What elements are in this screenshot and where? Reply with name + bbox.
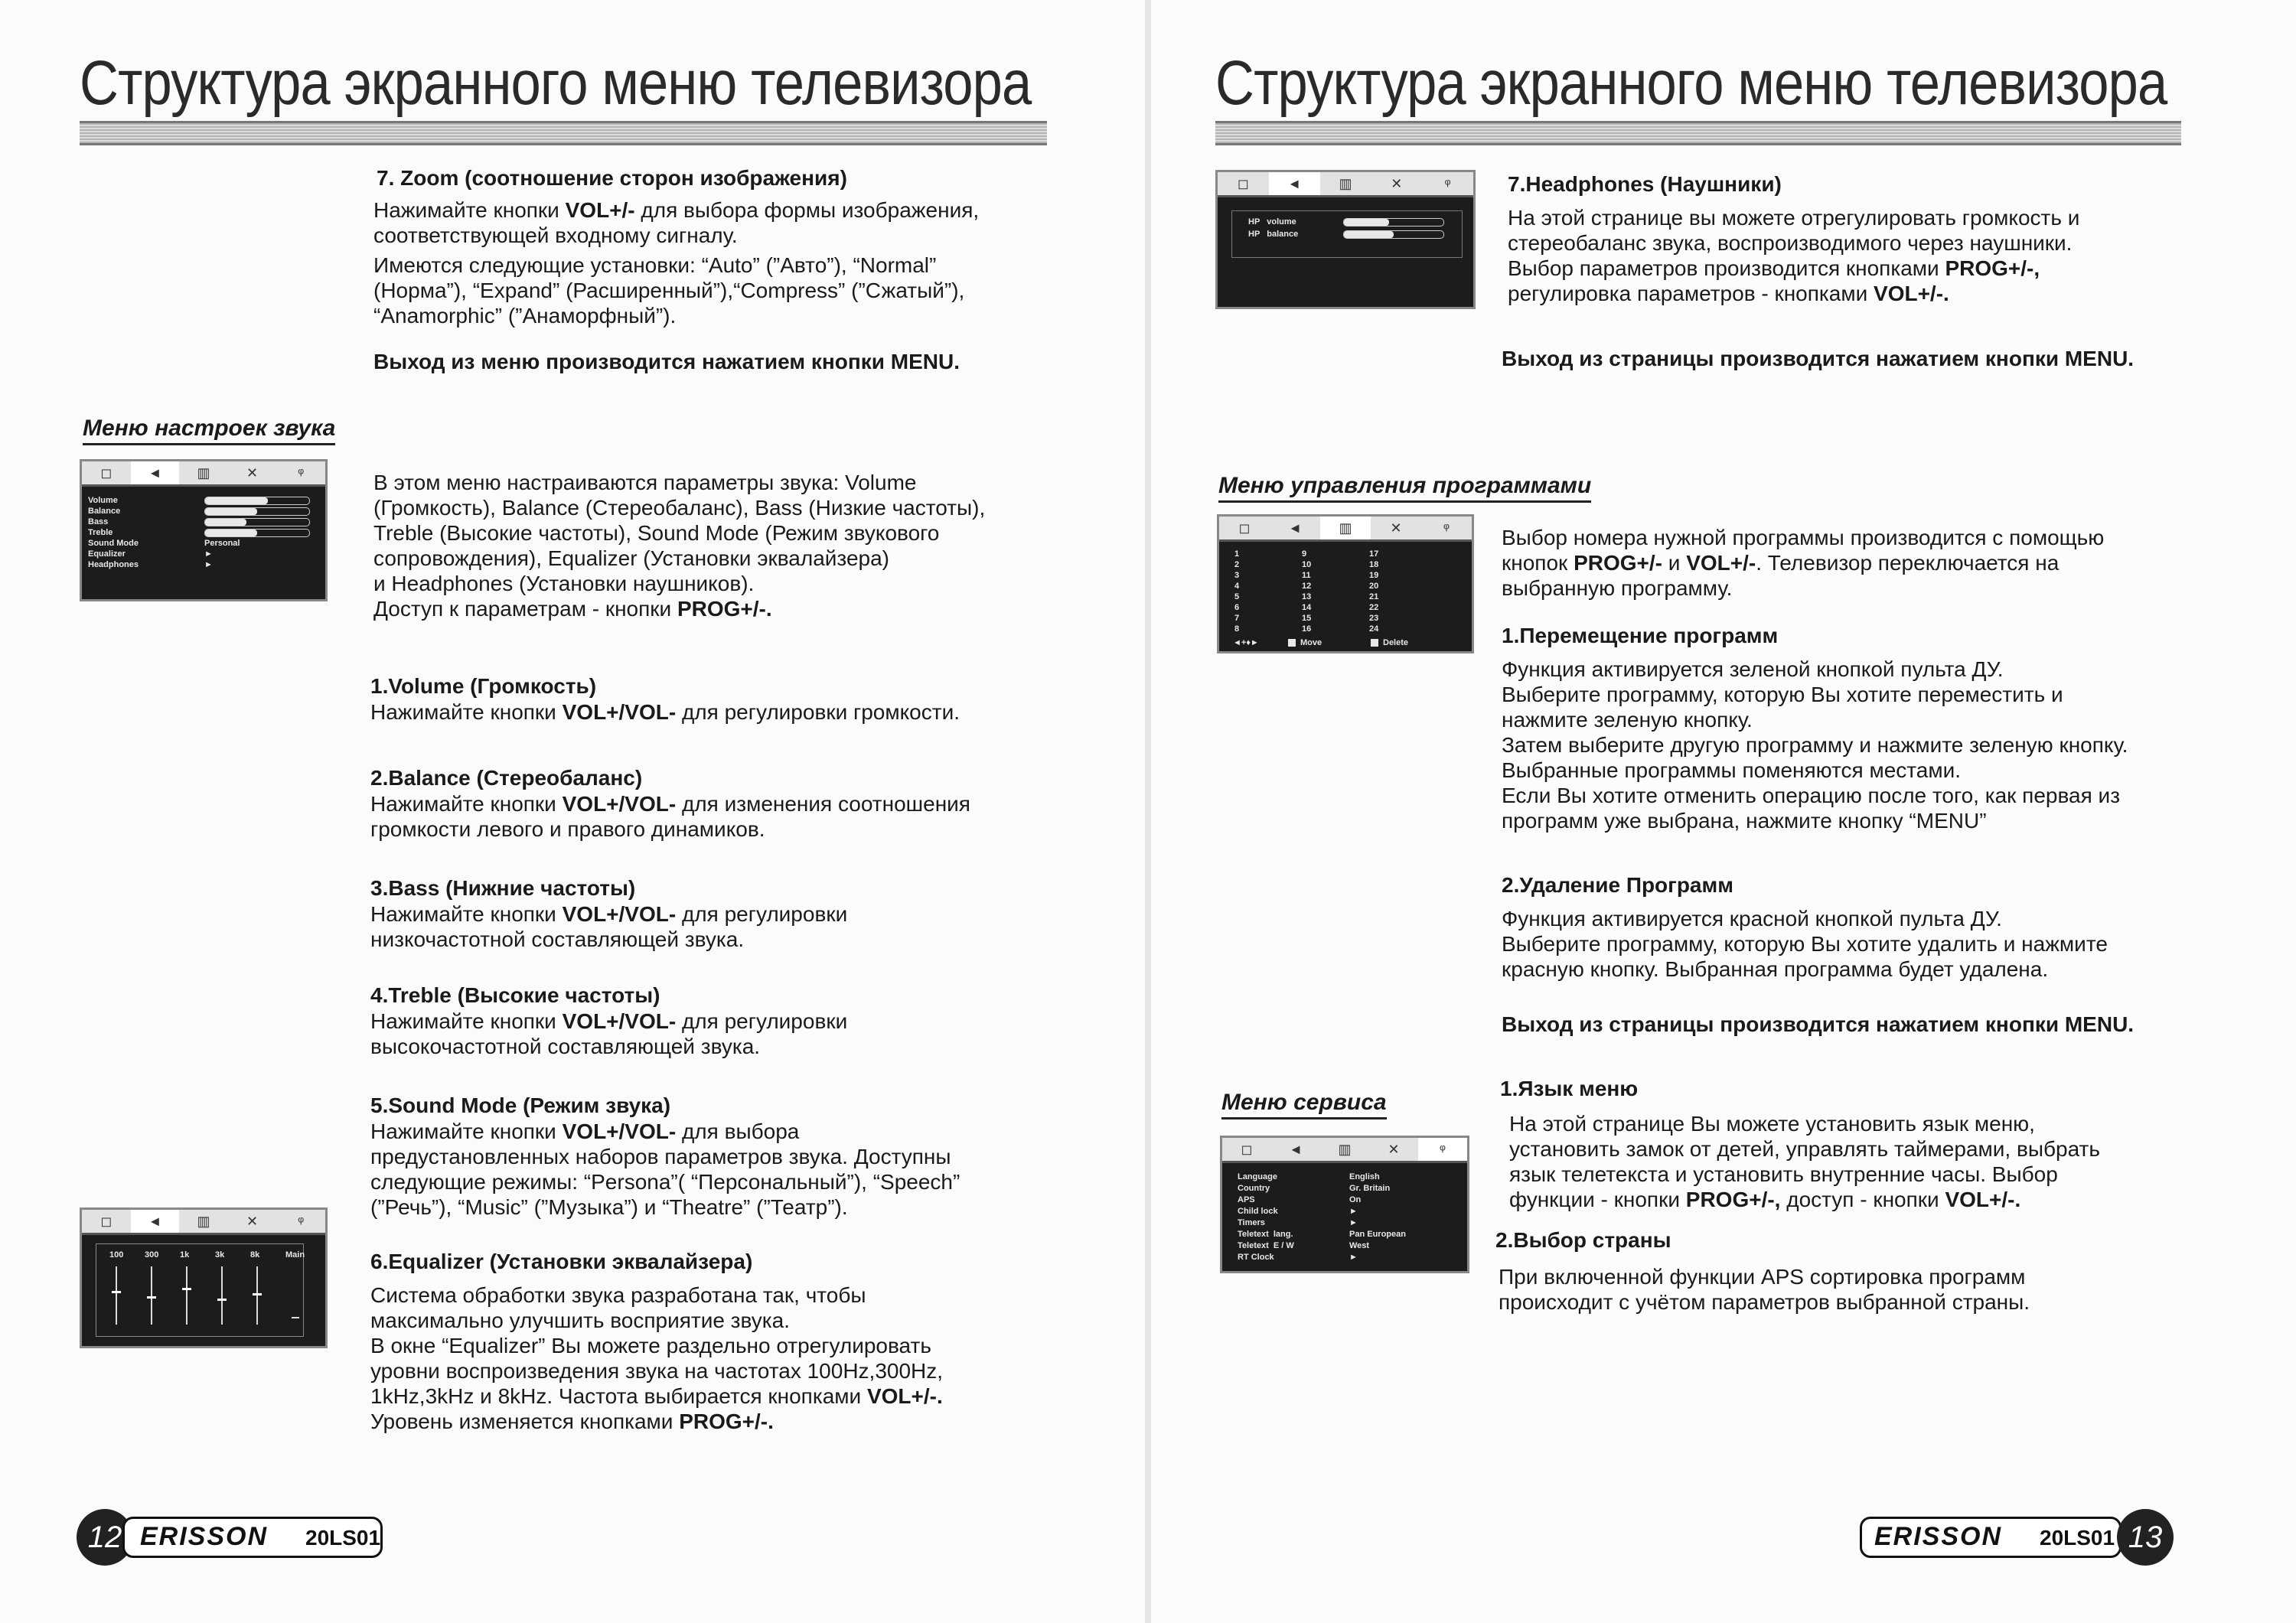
eq-band-slider xyxy=(256,1266,258,1325)
program-number: 7 xyxy=(1234,614,1240,623)
program-number: 9 xyxy=(1302,549,1307,559)
language-text: язык телетекста и установить внутренние часы. Выбор xyxy=(1509,1162,2058,1186)
headphones-text: На этой странице вы можете отрегулировать громкость и xyxy=(1508,206,2080,230)
headphones-screenshot xyxy=(1215,170,1476,309)
page-number-right: 13 xyxy=(2117,1509,2174,1566)
delete-programs-heading: 2.Удаление Программ xyxy=(1502,873,1733,897)
exit-page-text-2: Выход из страницы производится нажатием кнопки MENU. xyxy=(1502,1012,2135,1036)
osd-label-balance: Balance xyxy=(88,507,121,516)
equalizer-text: 1kHz,3kHz и 8kHz. Частота выбирается кнопками VOL+/-. xyxy=(370,1384,943,1408)
program-number: 1 xyxy=(1234,549,1240,559)
eq-band-label: 100 xyxy=(109,1250,124,1260)
move-programs-heading: 1.Перемещение программ xyxy=(1502,624,1779,647)
country-text: При включенной функции APS сортировка программ xyxy=(1499,1265,2026,1289)
balance-bar xyxy=(204,507,310,516)
equalizer-heading: 6.Equalizer (Установки эквалайзера) xyxy=(370,1250,753,1273)
sound-tab-icon: ◄ xyxy=(131,1210,180,1233)
program-number: 18 xyxy=(1369,560,1379,569)
section-title-sound: Меню настроек звука xyxy=(83,416,335,445)
model-number: 20LS01 xyxy=(305,1526,381,1550)
eq-band-knob xyxy=(182,1288,191,1290)
program-number: 8 xyxy=(1234,624,1240,634)
function-tab-icon: ✕ xyxy=(1390,520,1402,536)
service-value: ► xyxy=(1349,1253,1358,1262)
language-text: функции - кнопки PROG+/-, доступ - кнопки VOL+/-. xyxy=(1509,1188,2021,1211)
service-tab-icon: ᵠ xyxy=(1443,520,1450,536)
picture-tab-icon: ◻ xyxy=(100,465,113,481)
page-title-left: Структура экранного меню телевизора xyxy=(80,48,1032,118)
eq-band-label: 1k xyxy=(180,1250,190,1260)
function-tab-icon: ✕ xyxy=(1391,176,1403,191)
osd-tabs xyxy=(82,1210,325,1235)
balance-heading: 2.Balance (Стереобаланс) xyxy=(370,766,643,790)
program-number: 6 xyxy=(1234,603,1240,612)
section-title-service: Меню сервиса xyxy=(1221,1090,1387,1119)
program-number: 4 xyxy=(1234,582,1240,591)
sound-intro-line: и Headphones (Установки наушников). xyxy=(373,572,755,595)
nav-arrows-icon: ◄+♦► xyxy=(1233,638,1259,647)
service-tab-icon: ᵠ xyxy=(298,465,305,481)
zoom-line: (Норма”), “Expand” (Расширенный”),“Compress” (”Сжатый”), xyxy=(373,279,965,302)
program-number: 10 xyxy=(1302,560,1312,569)
headphones-text: Выбор параметров производится кнопками PROG+/-, xyxy=(1508,256,2040,280)
picture-tab-icon: ◻ xyxy=(100,1214,113,1229)
eq-band-label: Main xyxy=(285,1250,305,1260)
channel-tab-icon: ▥ xyxy=(1338,1142,1352,1157)
exit-page-text: Выход из страницы производится нажатием кнопки MENU. xyxy=(1502,347,2135,370)
equalizer-text: Уровень изменяется кнопками PROG+/-. xyxy=(370,1410,774,1433)
zoom-line: “Anamorphic” (”Анаморфный”). xyxy=(373,304,677,328)
sound-menu-screenshot xyxy=(80,459,328,601)
language-text: На этой странице Вы можете установить язык меню, xyxy=(1509,1112,2035,1136)
service-label: Timers xyxy=(1238,1218,1265,1227)
equalizer-text: В окне “Equalizer” Вы можете раздельно отрегулировать xyxy=(370,1334,931,1357)
channel-tab-icon: ▥ xyxy=(197,1214,210,1229)
program-number: 21 xyxy=(1369,592,1379,601)
eq-main-marker xyxy=(292,1317,299,1318)
hp-balance-label: HP balance xyxy=(1248,230,1299,239)
language-text: установить замок от детей, управлять таймерами, выбрать xyxy=(1509,1137,2100,1161)
bass-text: низкочастотной составляющей звука. xyxy=(370,927,745,951)
osd-tabs xyxy=(1218,172,1473,197)
treble-bar xyxy=(204,529,310,537)
headphones-arrow-icon: ► xyxy=(204,560,213,569)
move-programs-text: нажмите зеленую кнопку. xyxy=(1502,708,1753,732)
channel-tab-icon: ▥ xyxy=(1339,176,1352,191)
service-value: Pan European xyxy=(1349,1230,1406,1239)
program-number: 3 xyxy=(1234,571,1240,580)
service-tab-icon: ᵠ xyxy=(298,1214,305,1229)
sound-mode-text: предустановленных наборов параметров звука. Доступны xyxy=(370,1145,951,1168)
green-key-icon xyxy=(1288,639,1296,647)
sound-tab-icon: ◄ xyxy=(1269,172,1320,195)
program-intro-line: кнопок PROG+/- и VOL+/-. Телевизор переключается на xyxy=(1502,551,2060,575)
red-key-icon xyxy=(1371,639,1378,647)
volume-text: Нажимайте кнопки VOL+/VOL- для регулировки громкости. xyxy=(370,700,960,724)
program-menu-screenshot xyxy=(1217,514,1474,653)
bass-heading: 3.Bass (Нижние частоты) xyxy=(370,876,636,900)
program-number: 17 xyxy=(1369,549,1379,559)
delete-label: Delete xyxy=(1383,638,1409,647)
program-number: 20 xyxy=(1369,582,1379,591)
brand-logo: ERISSON xyxy=(1874,1522,2003,1551)
equalizer-text: Система обработки звука разработана так, чтобы xyxy=(370,1283,866,1307)
move-programs-text: Выбранные программы поменяются местами. xyxy=(1502,758,1962,782)
picture-tab-icon: ◻ xyxy=(1241,1142,1253,1157)
footer-brand-right xyxy=(1860,1517,2122,1558)
program-intro-line: Выбор номера нужной программы производится с помощью xyxy=(1502,526,2105,549)
sound-mode-text: Нажимайте кнопки VOL+/VOL- для выбора xyxy=(370,1119,800,1143)
volume-bar xyxy=(204,497,310,505)
country-text: происходит с учётом параметров выбранной страны. xyxy=(1499,1290,2030,1314)
sound-intro-line: Доступ к параметрам - кнопки PROG+/-. xyxy=(373,597,772,621)
eq-band-knob xyxy=(217,1299,227,1301)
program-number: 16 xyxy=(1302,624,1312,634)
program-number: 2 xyxy=(1234,560,1240,569)
headphones-heading: 7.Headphones (Наушники) xyxy=(1508,172,1782,196)
model-number: 20LS01 xyxy=(2040,1526,2115,1550)
country-heading: 2.Выбор страны xyxy=(1495,1228,1671,1252)
eq-band-slider xyxy=(221,1266,223,1325)
zoom-line: Имеются следующие установки: “Auto” (”Авто”), “Normal” xyxy=(373,253,937,277)
osd-label-treble: Treble xyxy=(88,528,113,537)
eq-band-label: 300 xyxy=(145,1250,159,1260)
eq-band-knob xyxy=(147,1296,156,1299)
treble-text: высокочастотной составляющей звука. xyxy=(370,1035,761,1058)
osd-label-sound-mode: Sound Mode xyxy=(88,539,139,548)
program-number: 15 xyxy=(1302,614,1312,623)
osd-label-headphones: Headphones xyxy=(88,560,139,569)
bass-text: Нажимайте кнопки VOL+/VOL- для регулировки xyxy=(370,902,848,926)
hp-volume-label: HP volume xyxy=(1248,217,1296,227)
service-value: ► xyxy=(1349,1218,1358,1227)
osd-tabs xyxy=(1222,1138,1467,1163)
function-tab-icon: ✕ xyxy=(246,465,259,481)
headphones-text: регулировка параметров - кнопками VOL+/-. xyxy=(1508,282,1949,305)
program-number: 13 xyxy=(1302,592,1312,601)
balance-text: Нажимайте кнопки VOL+/VOL- для изменения соотношения xyxy=(370,792,970,816)
service-label: APS xyxy=(1238,1195,1255,1204)
service-label: Language xyxy=(1238,1172,1277,1181)
program-number: 14 xyxy=(1302,603,1312,612)
program-number: 19 xyxy=(1369,571,1379,580)
move-programs-text: Если Вы хотите отменить операцию после того, как первая из xyxy=(1502,784,2121,807)
move-programs-text: Затем выберите другую программу и нажмите зеленую кнопку. xyxy=(1502,733,2128,757)
page-title-right: Структура экранного меню телевизора xyxy=(1215,48,2167,118)
page-number-left: 12 xyxy=(77,1509,133,1566)
sound-tab-icon: ◄ xyxy=(1289,1142,1303,1157)
function-tab-icon: ✕ xyxy=(1388,1142,1400,1157)
program-number: 24 xyxy=(1369,624,1379,634)
service-label: Country xyxy=(1238,1184,1270,1193)
service-value: On xyxy=(1349,1195,1362,1204)
delete-programs-text: Выберите программу, которую Вы хотите удалить и нажмите xyxy=(1502,932,2108,956)
bass-bar xyxy=(204,518,310,526)
service-value: Gr. Britain xyxy=(1349,1184,1391,1193)
hp-volume-bar xyxy=(1343,218,1444,227)
equalizer-text: уровни воспроизведения звука на частотах 100Hz,300Hz, xyxy=(370,1359,944,1383)
move-label: Move xyxy=(1300,638,1322,647)
headphones-text: стереобаланс звука, воспроизводимого через наушники. xyxy=(1508,231,2073,255)
osd-label-bass: Bass xyxy=(88,517,109,526)
service-value: ► xyxy=(1349,1207,1358,1216)
channel-tab-icon: ▥ xyxy=(1320,517,1371,539)
program-number: 22 xyxy=(1369,603,1379,612)
service-label: Child lock xyxy=(1238,1207,1278,1216)
service-value: English xyxy=(1349,1172,1380,1181)
zoom-heading: 7. Zoom (соотношение сторон изображения) xyxy=(377,166,847,190)
equalizer-screenshot xyxy=(80,1207,328,1348)
move-programs-text: Выберите программу, которую Вы хотите переместить и xyxy=(1502,683,2063,706)
osd-tabs xyxy=(82,461,325,487)
treble-text: Нажимайте кнопки VOL+/VOL- для регулировки xyxy=(370,1009,848,1033)
channel-tab-icon: ▥ xyxy=(197,465,210,481)
sound-mode-text: следующие режимы: “Persona”( “Персональный”), “Speech” xyxy=(370,1170,960,1194)
language-heading: 1.Язык меню xyxy=(1500,1077,1639,1100)
function-tab-icon: ✕ xyxy=(246,1214,259,1229)
service-tab-icon: ᵠ xyxy=(1418,1138,1467,1161)
volume-heading: 1.Volume (Громкость) xyxy=(370,674,597,698)
exit-menu-text: Выход из меню производится нажатием кнопки MENU. xyxy=(373,350,960,373)
service-menu-screenshot xyxy=(1220,1136,1469,1273)
delete-programs-text: Функция активируется красной кнопкой пульта ДУ. xyxy=(1502,907,2002,930)
eq-band-knob xyxy=(112,1291,121,1293)
picture-tab-icon: ◻ xyxy=(1238,520,1251,536)
osd-label-equalizer: Equalizer xyxy=(88,549,126,559)
sound-mode-heading: 5.Sound Mode (Режим звука) xyxy=(370,1093,671,1117)
equalizer-text: максимально улучшить восприятие звука. xyxy=(370,1309,790,1332)
page-gutter xyxy=(1145,0,1151,1623)
sound-mode-value: Personal xyxy=(204,539,240,548)
equalizer-arrow-icon: ► xyxy=(204,549,213,559)
move-programs-text: Функция активируется зеленой кнопкой пульта ДУ. xyxy=(1502,657,2004,681)
program-number: 23 xyxy=(1369,614,1379,623)
balance-text: громкости левого и правого динамиков. xyxy=(370,817,765,841)
osd-label-volume: Volume xyxy=(88,496,118,505)
sound-mode-text: (”Речь”), “Music” (”Музыка”) и “Theatre” (”Театр”). xyxy=(370,1195,848,1219)
title-bar-left xyxy=(80,121,1047,145)
program-number: 5 xyxy=(1234,592,1240,601)
hp-balance-bar xyxy=(1343,230,1444,239)
service-value: West xyxy=(1349,1241,1370,1250)
zoom-line: Нажимайте кнопки VOL+/- для выбора формы изображения, xyxy=(373,198,980,222)
program-intro-line: выбранную программу. xyxy=(1502,576,1733,600)
equalizer-panel xyxy=(96,1243,304,1337)
eq-band-slider xyxy=(186,1266,188,1325)
service-label: Teletext E / W xyxy=(1238,1241,1294,1250)
eq-band-label: 8k xyxy=(250,1250,260,1260)
osd-tabs xyxy=(1219,517,1472,542)
program-number: 11 xyxy=(1302,571,1311,580)
sound-intro-line: В этом меню настраиваются параметры звука: Volume xyxy=(373,471,917,494)
sound-intro-line: (Громкость), Balance (Стереобаланс), Bass (Низкие частоты), xyxy=(373,496,986,520)
delete-programs-text: красную кнопку. Выбранная программа будет удалена. xyxy=(1502,957,2049,981)
sound-intro-line: Treble (Высокие частоты), Sound Mode (Режим звукового xyxy=(373,521,940,545)
program-number: 12 xyxy=(1302,582,1312,591)
service-label: RT Clock xyxy=(1238,1253,1274,1262)
sound-tab-icon: ◄ xyxy=(1288,520,1302,536)
eq-band-knob xyxy=(253,1293,262,1295)
eq-band-label: 3k xyxy=(215,1250,225,1260)
section-title-programs: Меню управления программами xyxy=(1218,473,1591,503)
treble-heading: 4.Treble (Высокие частоты) xyxy=(370,983,660,1007)
sound-intro-line: сопровождения), Equalizer (Установки эквалайзера) xyxy=(373,546,889,570)
zoom-line: соответствующей входному сигналу. xyxy=(373,223,738,247)
brand-logo: ERISSON xyxy=(140,1522,269,1551)
title-bar-right xyxy=(1215,121,2181,145)
service-tab-icon: ᵠ xyxy=(1444,176,1451,191)
sound-tab-icon: ◄ xyxy=(131,461,180,484)
eq-band-slider xyxy=(116,1266,117,1325)
move-programs-text: программ уже выбрана, нажмите кнопку “MENU” xyxy=(1502,809,1987,833)
service-label: Teletext lang. xyxy=(1238,1230,1293,1239)
picture-tab-icon: ◻ xyxy=(1237,176,1249,191)
footer-brand-left xyxy=(122,1517,383,1558)
